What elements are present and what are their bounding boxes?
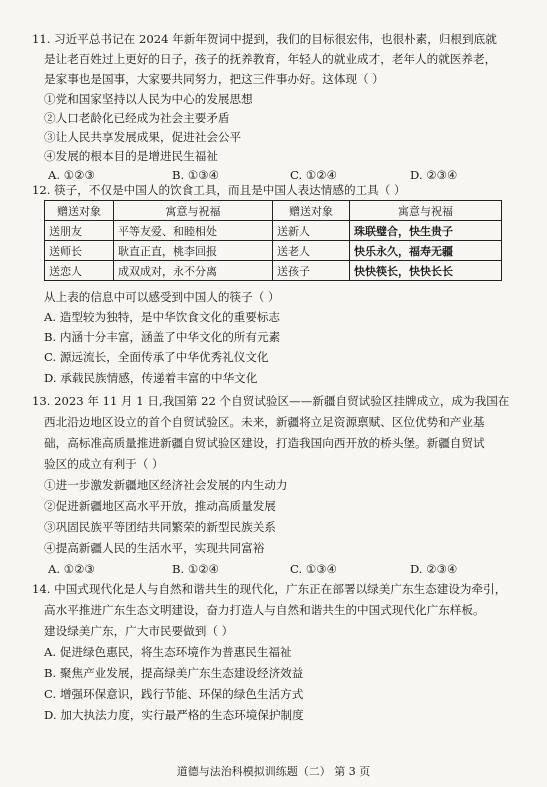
table-cell: 平等友爱、和睦相处 [114,221,273,241]
q12-option-d[interactable]: D. 承载民族情感，传递着丰富的中华文化 [44,371,258,385]
q12-option-a[interactable]: A. 造型较为独特，是中华饮食文化的重要标志 [44,310,281,324]
table-cell: 快乐永久，福寿无疆 [350,241,502,261]
table-row [45,241,502,261]
q13-line: 西北沿边地区设立的首个自贸试验区。未来，新疆将立足资源禀赋、区位优势和产业基 [44,415,485,429]
q11-statement: ②人口老龄化已经成为社会主要矛盾 [44,111,230,125]
q13-option-a[interactable]: A. ①②③ [48,562,95,576]
q11-option-c[interactable]: C. ①②④ [290,168,338,182]
q14-option-b[interactable]: B. 聚焦产业发展，提高绿美广东生态建设经济效益 [44,666,304,680]
q13-statement: ②促进新疆地区高水平开放，推动高质量发展 [44,499,276,513]
table-cell: 送朋友 [45,221,114,241]
table-header: 赠送对象 [273,201,350,221]
q14-option-d[interactable]: D. 加大执法力度，实行最严格的生态环境保护制度 [44,708,304,722]
q11-statement: ④发展的根本目的是增进民生福祉 [44,149,218,163]
q14-line: 14. 中国式现代化是人与自然和谐共生的现代化，广东正在部署以绿美广东生态建设为牵引， [32,582,507,596]
q13-option-b[interactable]: B. ①②④ [172,562,220,576]
q14-line: 高水平推进广东生态文明建设，奋力打造人与自然和谐共生的中国式现代化广东样板。 [44,603,485,617]
q11-line: 11. 习近平总书记在 2024 年新年贺词中提到，我们的目标很宏伟，也很朴素，归根到底就 [32,32,497,46]
chopsticks-table [44,200,502,281]
q13-line: 13. 2023 年 11 月 1 日,我国第 22 个自贸试验区——新疆自贸试验区挂牌成立，成为我国在 [32,394,510,408]
table-row [45,261,502,281]
table-cell: 送师长 [45,241,114,261]
q14-option-c[interactable]: C. 增强环保意识，践行节能、环保的绿色生活方式 [44,687,304,701]
table-cell: 送孩子 [273,261,350,281]
page-footer: 道德与法治科模拟训练题（二） 第 3 页 [176,765,371,778]
q11-option-b[interactable]: B. ①③④ [172,168,220,182]
q13-line: 验区的成立有利于（ ） [44,457,164,471]
q12-option-c[interactable]: C. 源远流长，全面传承了中华优秀礼仪文化 [44,350,269,364]
q13-option-c[interactable]: C. ①③④ [290,562,338,576]
table-cell: 送恋人 [45,261,114,281]
q11-statement: ③让人民共享发展成果，促进社会公平 [44,130,242,144]
table-header: 寓意与祝福 [114,201,273,221]
q14-option-a[interactable]: A. 促进绿色惠民，将生态环境作为普惠民生福祉 [44,645,292,659]
q14-line: 建设绿美广东，广大市民要做到（ ） [44,624,234,638]
table-cell: 耿直正直，桃李回报 [114,241,273,261]
table-header: 寓意与祝福 [350,201,502,221]
q13-statement: ④提高新疆人民的生活水平，实现共同富裕 [44,541,265,555]
q12-prompt: 从上表的信息中可以感受到中国人的筷子（ ） [44,290,280,304]
table-cell: 快快筷长，快快长长 [350,261,502,281]
table-cell: 送新人 [273,221,350,241]
table-row [45,221,502,241]
table-header: 赠送对象 [45,201,114,221]
table-cell: 成双成对，永不分离 [114,261,273,281]
q12-option-b[interactable]: B. 内涵十分丰富，涵盖了中华文化的所有元素 [44,330,281,344]
table-header-row [45,201,502,221]
q12-stem: 12. 筷子，不仅是中国人的饮食工具，而且是中国人表达情感的工具（ ） [32,183,406,197]
q13-statement: ①进一步激发新疆地区经济社会发展的内生动力 [44,478,288,492]
table-cell: 送老人 [273,241,350,261]
q13-line: 础，高标准高质量推进新疆自贸试验区建设，打造我国向西开放的桥头堡。新疆自贸试 [44,436,485,450]
q11-option-a[interactable]: A. ①②③ [48,168,95,182]
q13-statement: ③巩固民族平等团结共同繁荣的新型民族关系 [44,520,276,534]
q13-option-d[interactable]: D. ②③④ [410,562,458,576]
q11-statement: ①党和国家坚持以人民为中心的发展思想 [44,92,253,106]
table-cell: 珠联璧合，快生贵子 [350,221,502,241]
q11-line: 是让老百姓过上更好的日子，孩子的抚养教育，年轻人的就业成才，老年人的就医养老， [44,52,497,66]
q11-option-d[interactable]: D. ②③④ [410,168,458,182]
q11-line: 是家事也是国事，大家要共同努力，把这三件事办好。这体现（ ） [44,72,384,86]
